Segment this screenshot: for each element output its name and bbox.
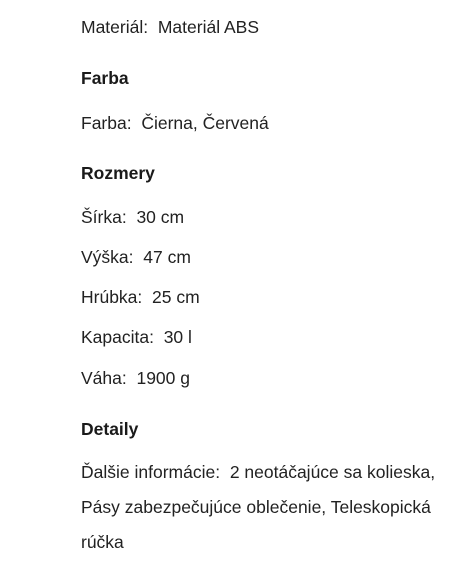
section-heading-dimensions: Rozmery bbox=[81, 163, 155, 183]
spec-value: 30 l bbox=[163, 327, 192, 347]
spec-row-height bbox=[81, 246, 191, 268]
spec-label: Kapacita: bbox=[81, 327, 154, 347]
section-heading-color: Farba bbox=[81, 68, 129, 88]
spec-row-capacity bbox=[81, 326, 192, 348]
spec-row-details bbox=[81, 455, 441, 560]
spec-value: 2 neotáčajúce sa kolieska, Pásy zabezpečujúce oblečenie, Teleskopická rúčka bbox=[81, 462, 436, 552]
spec-value: 25 cm bbox=[152, 287, 200, 307]
spec-row-width bbox=[81, 206, 184, 228]
spec-label: Materiál: bbox=[81, 17, 149, 37]
section-heading-details: Detaily bbox=[81, 419, 139, 439]
spec-value: 1900 g bbox=[136, 368, 190, 388]
spec-row-color bbox=[81, 112, 269, 134]
spec-row-weight bbox=[81, 367, 190, 389]
spec-label: Výška: bbox=[81, 247, 134, 267]
spec-label: Farba: bbox=[81, 113, 132, 133]
spec-label: Ďalšie informácie: bbox=[81, 462, 221, 482]
spec-row-material bbox=[81, 16, 259, 38]
spec-value: 47 cm bbox=[143, 247, 191, 267]
spec-label: Váha: bbox=[81, 368, 127, 388]
spec-value: Materiál ABS bbox=[157, 17, 259, 37]
spec-row-thickness bbox=[81, 286, 200, 308]
spec-value: 30 cm bbox=[136, 207, 185, 227]
spec-label: Šírka: bbox=[81, 207, 127, 227]
spec-label: Hrúbka: bbox=[81, 287, 143, 307]
spec-value: Čierna, Červená bbox=[141, 113, 269, 133]
